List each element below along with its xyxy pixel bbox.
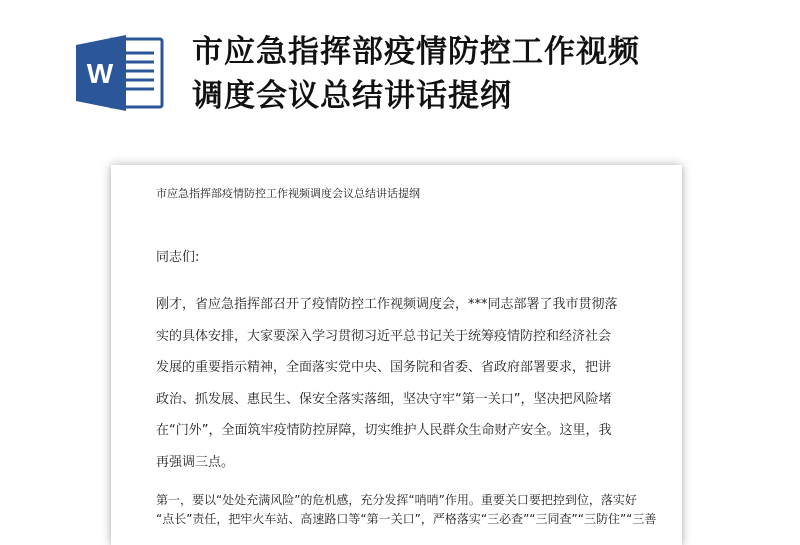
title-line-1: 市应急指挥部疫情防控工作视频 — [192, 34, 640, 70]
title-line-2: 调度会议总结讲话提纲 — [192, 78, 512, 114]
paragraph-1-line: 再强调三点。 — [156, 454, 235, 470]
paragraph-2-line: “点长”责任，把牢火车站、高速路口等“第一关口”，严格落实“三必查”“三同查”“三防住”“三善 — [156, 512, 657, 526]
header-banner — [0, 0, 800, 150]
paragraph-2 — [156, 491, 657, 529]
document-header-text: 市应急指挥部疫情防控工作视频调度会议总结讲话提纲 — [156, 187, 420, 200]
salutation: 同志们: — [156, 250, 200, 265]
word-document-icon — [76, 33, 166, 113]
paragraph-1-line: 刚才，省应急指挥部召开了疫情防控工作视频调度会，***同志部署了我市贯彻落 — [156, 297, 618, 312]
paragraph-1-line: 实的具体安排，大家要深入学习贯彻习近平总书记关于统筹疫情防控和经济社会 — [156, 328, 612, 344]
paragraph-1-line: 政治、抓发展、惠民生、保安全落实落细，坚决守牢“第一关口”，坚决把风险堵 — [156, 391, 612, 407]
paragraph-2-line: 第一，要以“处处充满风险”的危机感，充分发挥“哨哨”作用。重要关口要把控到位，落实好 — [156, 493, 637, 507]
page-title — [192, 30, 782, 118]
paragraph-1-line: 发展的重要指示精神，全面落实党中央、国务院和省委、省政府部署要求，把讲 — [156, 360, 612, 375]
document-page — [111, 165, 682, 545]
paragraph-1 — [156, 289, 646, 478]
paragraph-1-line: 在“门外”，全面筑牢疫情防控屏障，切实维护人民群众生命财产安全。这里，我 — [156, 423, 612, 438]
word-icon-letter: W — [86, 58, 114, 89]
